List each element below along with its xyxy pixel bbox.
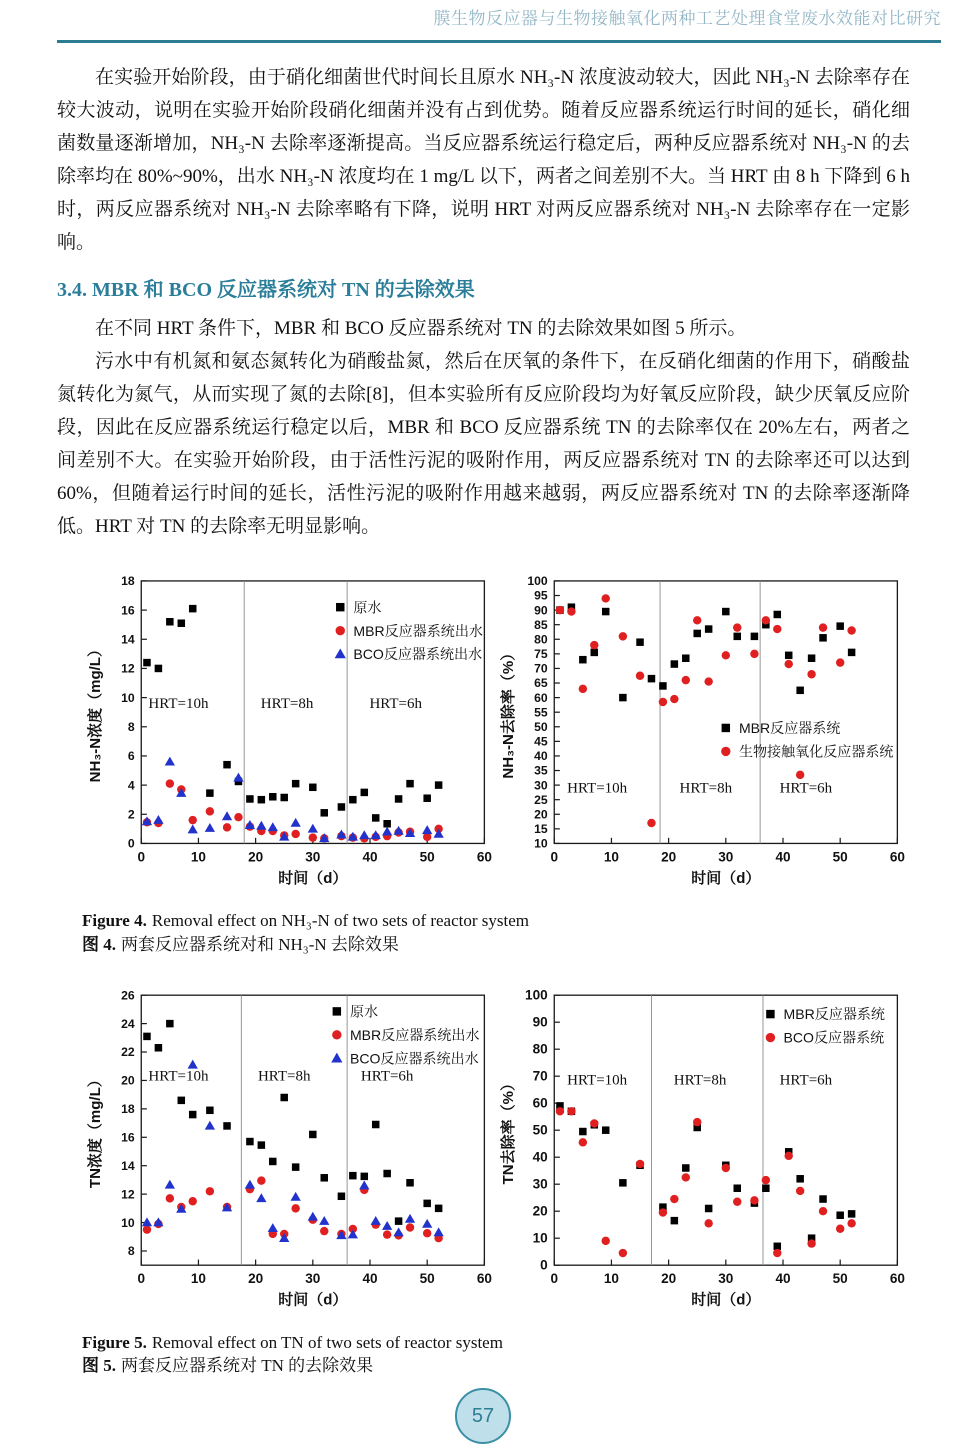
- svg-text:95: 95: [533, 588, 548, 603]
- svg-text:10: 10: [190, 1270, 206, 1286]
- svg-text:8: 8: [127, 1243, 135, 1258]
- fig4-caption-en-label: Figure 4.: [82, 911, 147, 930]
- svg-text:HRT=6h: HRT=6h: [369, 695, 423, 712]
- svg-text:10: 10: [603, 849, 619, 865]
- svg-text:25: 25: [533, 792, 548, 807]
- svg-text:22: 22: [121, 1044, 135, 1059]
- fig5-tn-concentration-chart: [85, 973, 498, 1323]
- running-head-title: 膜生物反应器与生物接触氧化两种工艺处理食堂废水效能对比研究: [433, 9, 941, 28]
- svg-text:HRT=10h: HRT=10h: [566, 780, 627, 797]
- svg-text:30: 30: [532, 1176, 548, 1191]
- svg-text:MBR反应器系统出水: MBR反应器系统出水: [353, 622, 483, 639]
- svg-text:70: 70: [533, 661, 548, 676]
- svg-text:100: 100: [526, 574, 548, 589]
- fig5-caption-zh-label: 图 5.: [82, 1356, 116, 1376]
- svg-text:60: 60: [889, 1270, 905, 1286]
- svg-text:BCO反应器系统出水: BCO反应器系统出水: [349, 1050, 479, 1067]
- svg-text:40: 40: [532, 1149, 548, 1164]
- page-header: [0, 0, 967, 43]
- svg-text:50: 50: [832, 1270, 848, 1286]
- svg-text:60: 60: [532, 1095, 548, 1110]
- svg-text:24: 24: [121, 1016, 135, 1031]
- svg-text:80: 80: [533, 632, 548, 647]
- svg-text:60: 60: [889, 849, 905, 865]
- svg-text:0: 0: [549, 1270, 558, 1286]
- page-content: [0, 61, 967, 1378]
- svg-text:原水: 原水: [353, 599, 382, 616]
- paragraph-tn-discussion: 污水中有机氮和氨态氮转化为硝酸盐氮，然后在厌氧的条件下，在反硝化细菌的作用下，硝酸盐氮转化为氮气，从而实现了氮的去除[8]，但本实验所有反应阶段均为好氧反应阶段，缺少厌氧反应阶段，因此在反应器系统运行稳定以后，MBR 和 BCO 反应器系统 TN 的去除率仅在 20%左右，两者之间差别不大。在实验开始阶段，由于活性污泥的吸附作用，两反应器系统对 TN 的去除率还可以达到 60%，但随着运行时间的延长，活性污泥的吸附作用越来越弱，两反应器系统对 TN 的去除率逐渐降低。HRT 对 TN 的去除率无明显影响。: [57, 351, 910, 537]
- svg-text:20: 20: [248, 1270, 264, 1286]
- fig5-caption-zh-text: 两套反应器系统对 TN 的去除效果: [121, 1356, 374, 1376]
- svg-text:8: 8: [127, 719, 135, 734]
- svg-text:HRT=6h: HRT=6h: [779, 780, 832, 797]
- svg-text:0: 0: [137, 1270, 146, 1286]
- svg-text:10: 10: [121, 690, 135, 705]
- svg-text:NH₃-N去除率（%）: NH₃-N去除率（%）: [499, 645, 517, 779]
- svg-text:60: 60: [533, 690, 548, 705]
- svg-text:4: 4: [127, 778, 135, 793]
- svg-text:原水: 原水: [349, 1003, 379, 1020]
- svg-text:18: 18: [121, 1101, 135, 1116]
- svg-text:时间（d）: 时间（d）: [278, 1291, 348, 1309]
- svg-text:55: 55: [533, 705, 548, 720]
- svg-text:10: 10: [533, 836, 548, 851]
- svg-text:40: 40: [362, 849, 378, 865]
- svg-text:90: 90: [533, 603, 548, 618]
- svg-text:BCO反应器系统: BCO反应器系统: [783, 1029, 884, 1046]
- svg-text:60: 60: [476, 1270, 492, 1286]
- svg-text:HRT=6h: HRT=6h: [360, 1068, 414, 1085]
- svg-text:90: 90: [532, 1014, 548, 1029]
- svg-text:30: 30: [533, 778, 548, 793]
- section-heading-3-4: 3.4. MBR 和 BCO 反应器系统对 TN 的去除效果: [57, 279, 475, 301]
- fig4-nh3n-removal-rate-chart: [498, 559, 911, 901]
- svg-text:HRT=10h: HRT=10h: [148, 1068, 209, 1085]
- svg-text:30: 30: [717, 1270, 733, 1286]
- svg-text:20: 20: [660, 1270, 676, 1286]
- svg-text:16: 16: [121, 603, 135, 618]
- svg-text:MBR反应器系统出水: MBR反应器系统出水: [349, 1026, 480, 1043]
- svg-text:20: 20: [660, 849, 676, 865]
- svg-text:30: 30: [305, 849, 321, 865]
- svg-text:时间（d）: 时间（d）: [690, 1291, 760, 1309]
- fig4-caption-zh-label: 图 4.: [82, 934, 116, 954]
- svg-text:2: 2: [127, 807, 135, 822]
- svg-text:85: 85: [533, 617, 548, 632]
- svg-text:60: 60: [476, 849, 492, 865]
- fig5-caption-en-label: Figure 5.: [82, 1332, 147, 1352]
- svg-text:30: 30: [717, 849, 733, 865]
- svg-text:45: 45: [533, 734, 548, 749]
- page-number-badge: [455, 1388, 511, 1444]
- svg-text:10: 10: [121, 1215, 135, 1230]
- figure-5: [85, 973, 910, 1323]
- svg-text:12: 12: [121, 661, 135, 676]
- fig5-tn-removal-rate-chart: [498, 973, 911, 1323]
- svg-text:6: 6: [127, 749, 135, 764]
- svg-text:0: 0: [549, 849, 558, 865]
- svg-text:10: 10: [603, 1270, 619, 1286]
- fig4-caption-zh-text: 两套反应器系统对和 NH₃-N 去除效果: [121, 934, 399, 954]
- fig5-caption-en-text: Removal effect on TN of two sets of reactor system: [151, 1332, 503, 1352]
- svg-text:14: 14: [121, 1158, 135, 1173]
- svg-text:20: 20: [248, 849, 264, 865]
- svg-text:65: 65: [533, 676, 548, 691]
- paragraph-nh3n-discussion: 在实验开始阶段，由于硝化细菌世代时间长且原水 NH₃-N 浓度波动较大，因此 NH₃-N 去除率存在较大波动，说明在实验开始阶段硝化细菌并没有占到优势。随着反应器系统运行时间的延长，硝化细菌数量逐渐增加，NH₃-N 去除率逐渐提高。当反应器系统运行稳定后，两种反应器系统对 NH₃-N 的去除率均在 80%~90%，出水 NH₃-N 浓度均在 1 mg/L 以下，两者之间差别不大。当 HRT 由 8 h 下降到 6 h 时，两反应器系统对 NH₃-N 去除率略有下降，说明 HRT 对两反应器系统对 NH₃-N 去除率存在一定影响。: [57, 67, 910, 253]
- svg-text:MBR反应器系统: MBR反应器系统: [738, 720, 840, 737]
- svg-text:50: 50: [832, 849, 848, 865]
- svg-text:0: 0: [137, 849, 146, 865]
- svg-text:26: 26: [121, 988, 135, 1002]
- figure-4: [85, 559, 910, 901]
- svg-text:TN浓度（mg/L）: TN浓度（mg/L）: [87, 1071, 104, 1188]
- svg-text:12: 12: [121, 1186, 135, 1201]
- svg-text:50: 50: [533, 719, 548, 734]
- page-number: 57: [471, 1404, 495, 1427]
- svg-text:40: 40: [362, 1270, 378, 1286]
- svg-text:15: 15: [533, 822, 548, 837]
- svg-text:HRT=8h: HRT=8h: [679, 780, 732, 797]
- header-divider: [57, 40, 941, 43]
- svg-text:20: 20: [532, 1203, 548, 1218]
- svg-text:HRT=8h: HRT=8h: [673, 1071, 726, 1088]
- figure-4-caption: [82, 909, 910, 957]
- svg-text:时间（d）: 时间（d）: [278, 869, 348, 887]
- svg-text:50: 50: [419, 1270, 435, 1286]
- svg-text:10: 10: [532, 1230, 548, 1245]
- svg-text:50: 50: [419, 849, 435, 865]
- paragraph-tn-intro: 在不同 HRT 条件下，MBR 和 BCO 反应器系统对 TN 的去除效果如图 5 所示。: [95, 318, 747, 339]
- svg-text:生物接触氧化反应器系统: 生物接触氧化反应器系统: [738, 743, 893, 760]
- fig4-nh3n-concentration-chart: [85, 559, 498, 901]
- svg-text:HRT=8h: HRT=8h: [260, 695, 314, 712]
- svg-text:16: 16: [121, 1130, 135, 1145]
- svg-text:18: 18: [121, 574, 135, 589]
- svg-text:HRT=6h: HRT=6h: [779, 1071, 832, 1088]
- svg-text:时间（d）: 时间（d）: [690, 869, 760, 887]
- svg-text:0: 0: [127, 836, 135, 851]
- svg-text:14: 14: [121, 632, 135, 647]
- svg-text:HRT=8h: HRT=8h: [257, 1068, 311, 1085]
- svg-text:75: 75: [533, 647, 548, 662]
- fig4-caption-en-text: Removal effect on NH₃-N of two sets of reactor system: [151, 911, 530, 930]
- svg-text:BCO反应器系统出水: BCO反应器系统出水: [353, 646, 483, 663]
- svg-text:80: 80: [532, 1041, 548, 1056]
- svg-text:35: 35: [533, 763, 548, 778]
- svg-text:40: 40: [533, 749, 548, 764]
- svg-text:MBR反应器系统: MBR反应器系统: [783, 1005, 885, 1022]
- figure-5-caption: [82, 1331, 910, 1379]
- svg-text:HRT=10h: HRT=10h: [566, 1071, 627, 1088]
- svg-text:40: 40: [774, 849, 791, 865]
- svg-text:30: 30: [305, 1270, 321, 1286]
- svg-text:50: 50: [532, 1122, 548, 1137]
- svg-text:20: 20: [533, 807, 548, 822]
- svg-text:NH₃-N浓度（mg/L）: NH₃-N浓度（mg/L）: [87, 642, 104, 783]
- svg-text:HRT=10h: HRT=10h: [148, 695, 209, 712]
- svg-text:70: 70: [532, 1068, 548, 1083]
- svg-text:100: 100: [524, 987, 548, 1002]
- svg-text:20: 20: [121, 1073, 135, 1088]
- svg-text:0: 0: [539, 1257, 548, 1272]
- svg-text:10: 10: [190, 849, 206, 865]
- svg-text:40: 40: [774, 1270, 791, 1286]
- svg-text:TN去除率（%）: TN去除率（%）: [499, 1075, 517, 1184]
